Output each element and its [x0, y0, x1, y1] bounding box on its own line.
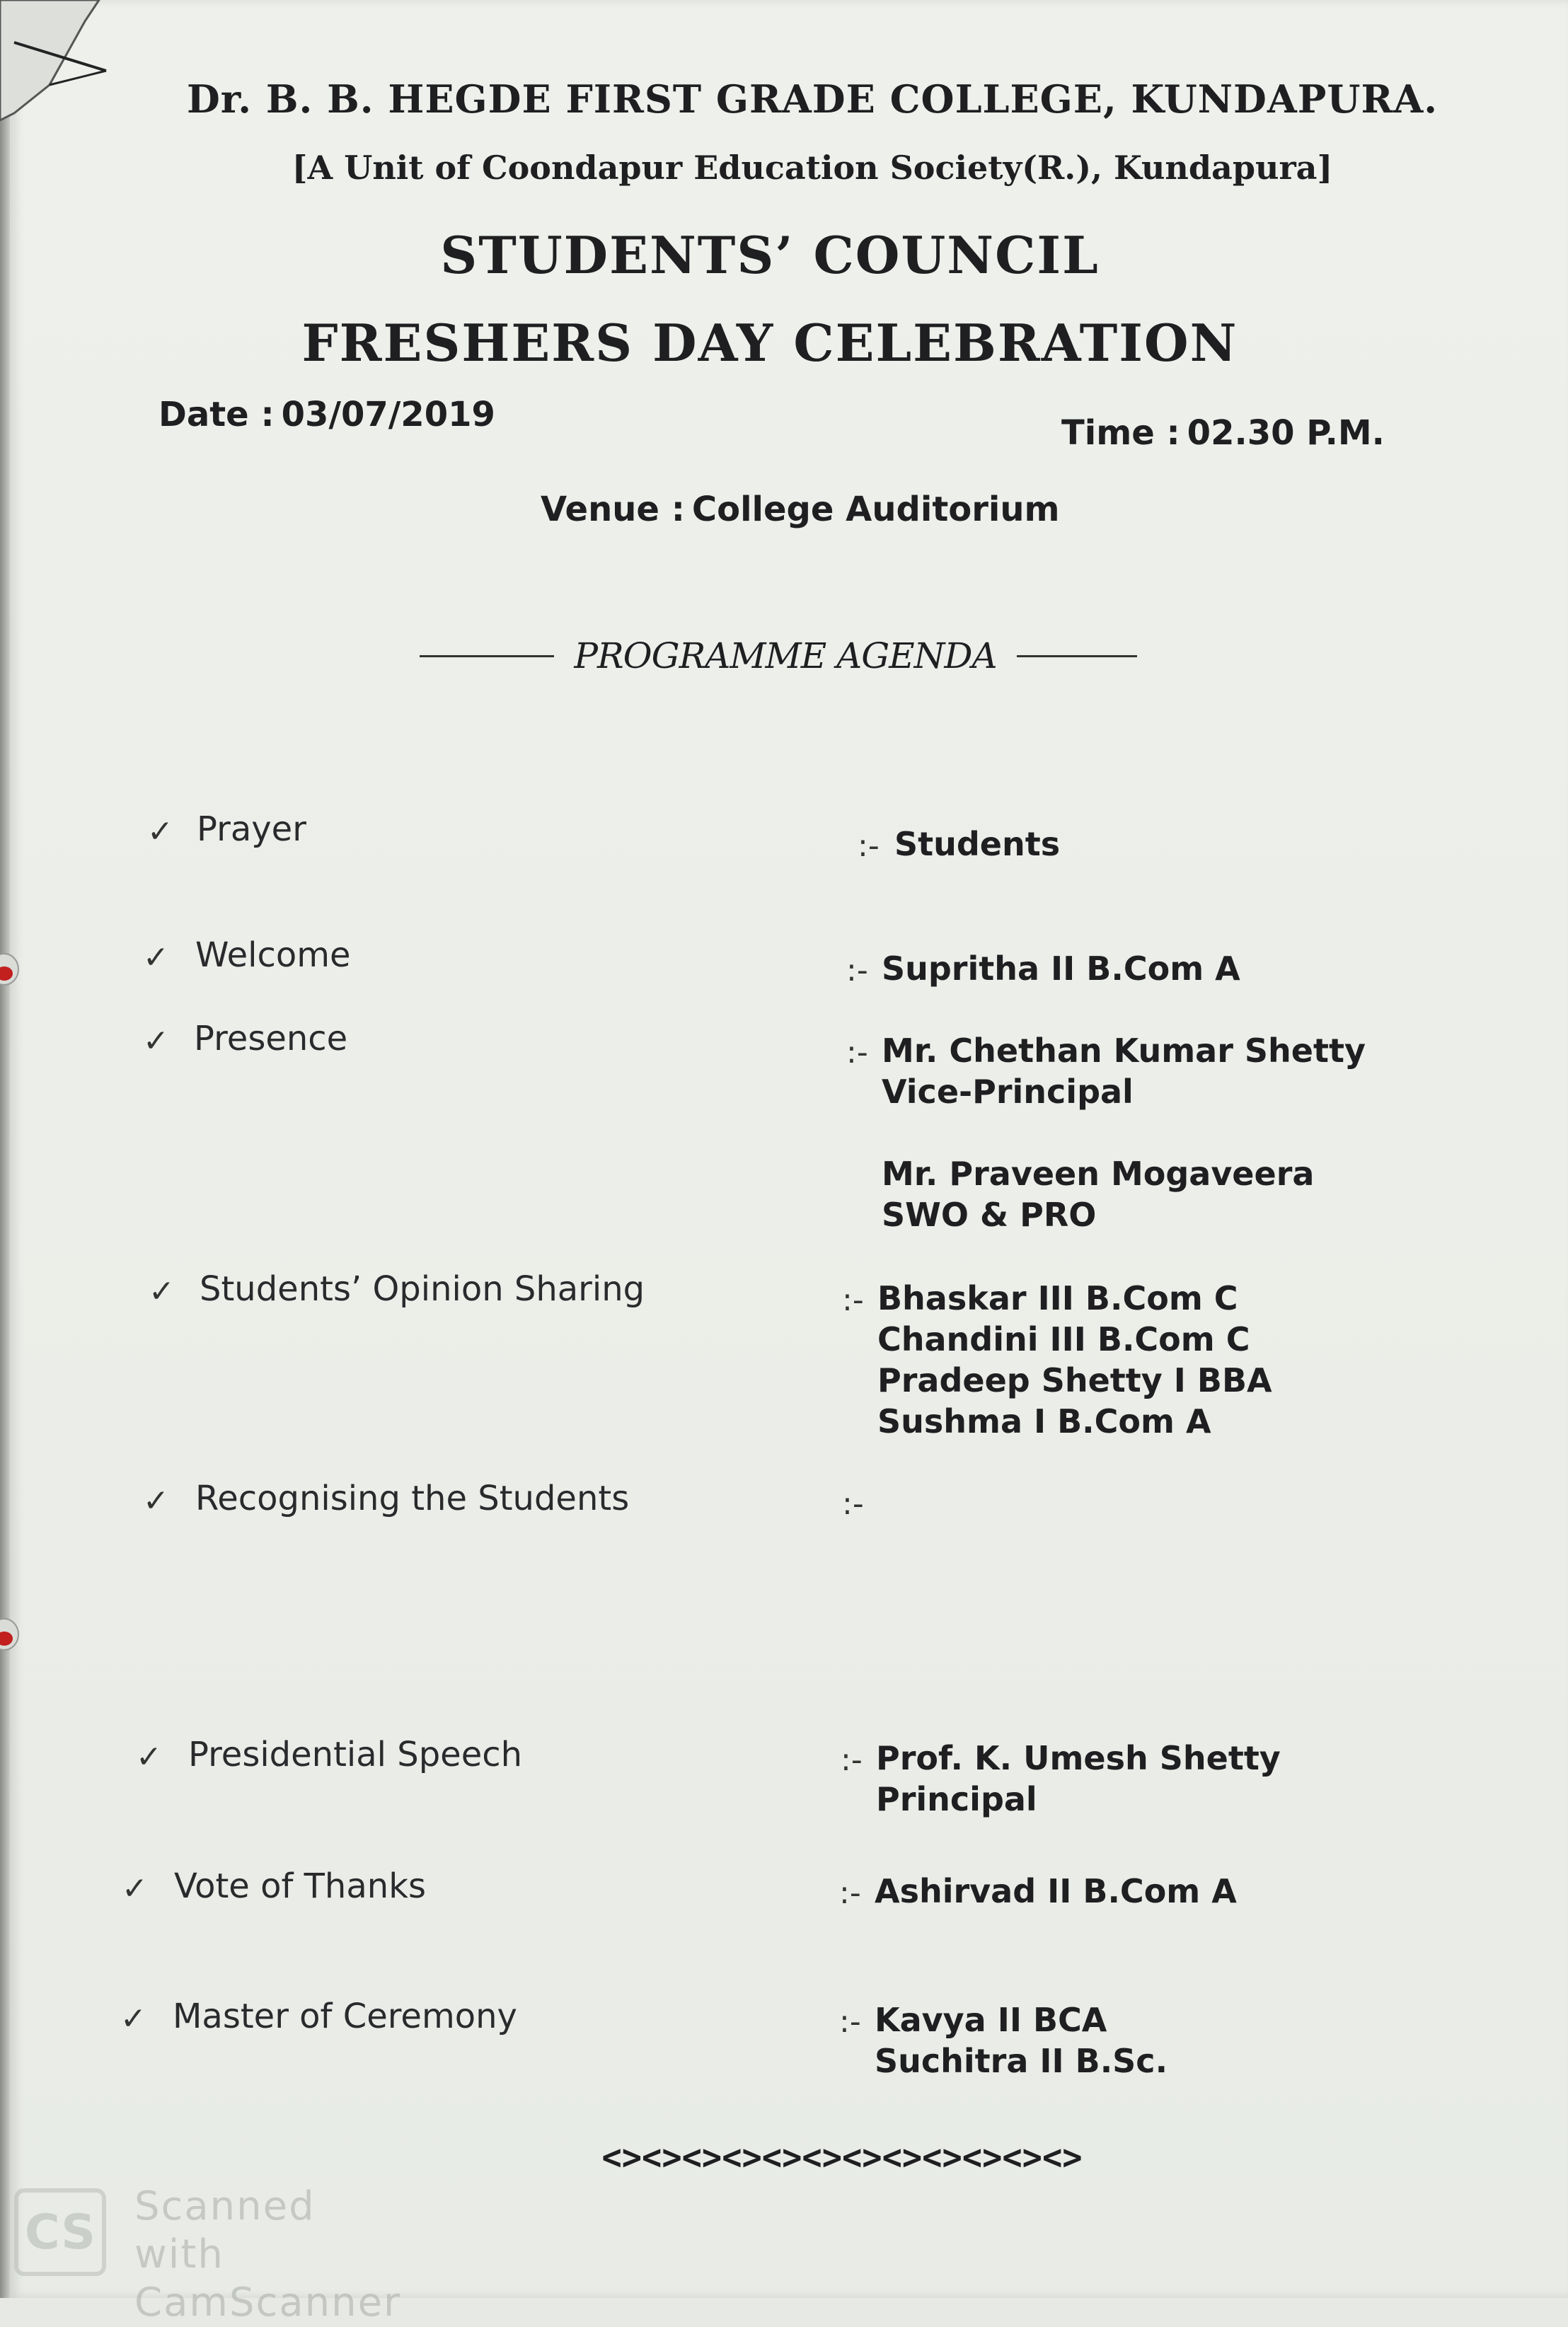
watermark-line-1: Scanned with [134, 2183, 316, 2277]
agenda-item-label: Master of Ceremony [173, 1997, 517, 2036]
agenda-item-values [876, 1738, 1281, 1820]
agenda-item-values [894, 824, 1060, 865]
college-name: Dr. B. B. HEGDE FIRST GRADE COLLEGE, KUNDAPURA. [186, 76, 1439, 122]
agenda-item-label: Presidential Speech [188, 1735, 523, 1774]
date-label: Date : [158, 395, 275, 434]
agenda-separator: :- [841, 1742, 863, 1778]
agenda-value-line: Principal [876, 1780, 1037, 1818]
agenda-item-values [877, 1278, 1272, 1442]
agenda-item-label: Recognising the Students [195, 1479, 630, 1518]
punch-hole-mark [0, 948, 21, 991]
checkmark-icon: ✓ [149, 1274, 175, 1310]
agenda-value-line: Vice-Principal [882, 1073, 1134, 1111]
agenda-title: PROGRAMME AGENDA [574, 635, 997, 676]
venue-label: Venue : [541, 490, 685, 529]
agenda-item-label: Presence [194, 1019, 348, 1058]
event-venue [541, 490, 1060, 529]
agenda-separator: :- [846, 1034, 868, 1070]
agenda-value-line: Sushma I B.Com A [877, 1402, 1211, 1440]
checkmark-icon: ✓ [147, 814, 173, 850]
heading-rule-left [420, 655, 554, 657]
punch-hole-mark [0, 1613, 21, 1656]
agenda-value-line: Ashirvad II B.Com A [875, 1872, 1237, 1910]
agenda-separator: :- [858, 828, 880, 864]
watermark-text [134, 2183, 410, 2327]
agenda-value-line: Pradeep Shetty I BBA [877, 1361, 1272, 1399]
agenda-item-label: Vote of Thanks [174, 1866, 426, 1906]
checkmark-icon: ✓ [143, 1483, 169, 1519]
value-gap [882, 1112, 1366, 1153]
college-unit: [A Unit of Coondapur Education Society(R.), Kundapura] [292, 149, 1333, 187]
agenda-value-line: Mr. Praveen Mogaveera [882, 1155, 1315, 1193]
agenda-value-line: SWO & PRO [882, 1196, 1097, 1234]
agenda-value-line: Supritha II B.Com A [882, 949, 1240, 988]
heading-rule-right [1017, 655, 1137, 657]
agenda-heading [410, 635, 1146, 676]
camscanner-logo: CS [14, 2188, 106, 2276]
date-value: 03/07/2019 [281, 395, 495, 434]
agenda-item-label: Prayer [197, 809, 306, 849]
watermark-line-2: CamScanner [134, 2280, 402, 2326]
agenda-value-line: Suchitra II B.Sc. [875, 2042, 1168, 2080]
agenda-item-values [882, 1030, 1366, 1235]
agenda-item-values [875, 1999, 1168, 2081]
checkmark-icon: ✓ [143, 1023, 169, 1059]
agenda-value-line: Chandini III B.Com C [877, 1320, 1250, 1358]
time-label: Time : [1061, 413, 1180, 453]
venue-value: College Auditorium [691, 490, 1060, 529]
agenda-value-line: Prof. K. Umesh Shetty [876, 1739, 1281, 1777]
council-title: STUDENTS’ COUNCIL [440, 225, 1100, 285]
agenda-separator: :- [839, 1875, 861, 1911]
footer-decoration: <><><><><><><><><><><><> [601, 2137, 1083, 2178]
agenda-separator: :- [842, 1282, 864, 1318]
agenda-value-line: Students [894, 825, 1061, 863]
checkmark-icon: ✓ [136, 1739, 162, 1775]
time-value: 02.30 P.M. [1187, 413, 1385, 453]
checkmark-icon: ✓ [120, 2001, 146, 2037]
agenda-separator: :- [846, 952, 868, 988]
checkmark-icon: ✓ [143, 940, 169, 976]
agenda-item-label: Students’ Opinion Sharing [200, 1269, 645, 1309]
event-title: FRESHERS DAY CELEBRATION [301, 313, 1238, 373]
agenda-value-line: Bhaskar III B.Com C [877, 1279, 1238, 1317]
event-time [1061, 413, 1385, 453]
agenda-separator: :- [839, 2004, 861, 2040]
scanner-watermark [14, 2183, 410, 2326]
agenda-value-line: Kavya II BCA [875, 2001, 1107, 2039]
event-date [158, 395, 495, 434]
agenda-item-values [882, 948, 1240, 989]
agenda-separator: :- [842, 1486, 864, 1522]
checkmark-icon: ✓ [122, 1871, 148, 1907]
agenda-item-label: Welcome [195, 935, 351, 975]
agenda-value-line: Mr. Chethan Kumar Shetty [882, 1032, 1366, 1070]
agenda-item-values [875, 1871, 1237, 1912]
